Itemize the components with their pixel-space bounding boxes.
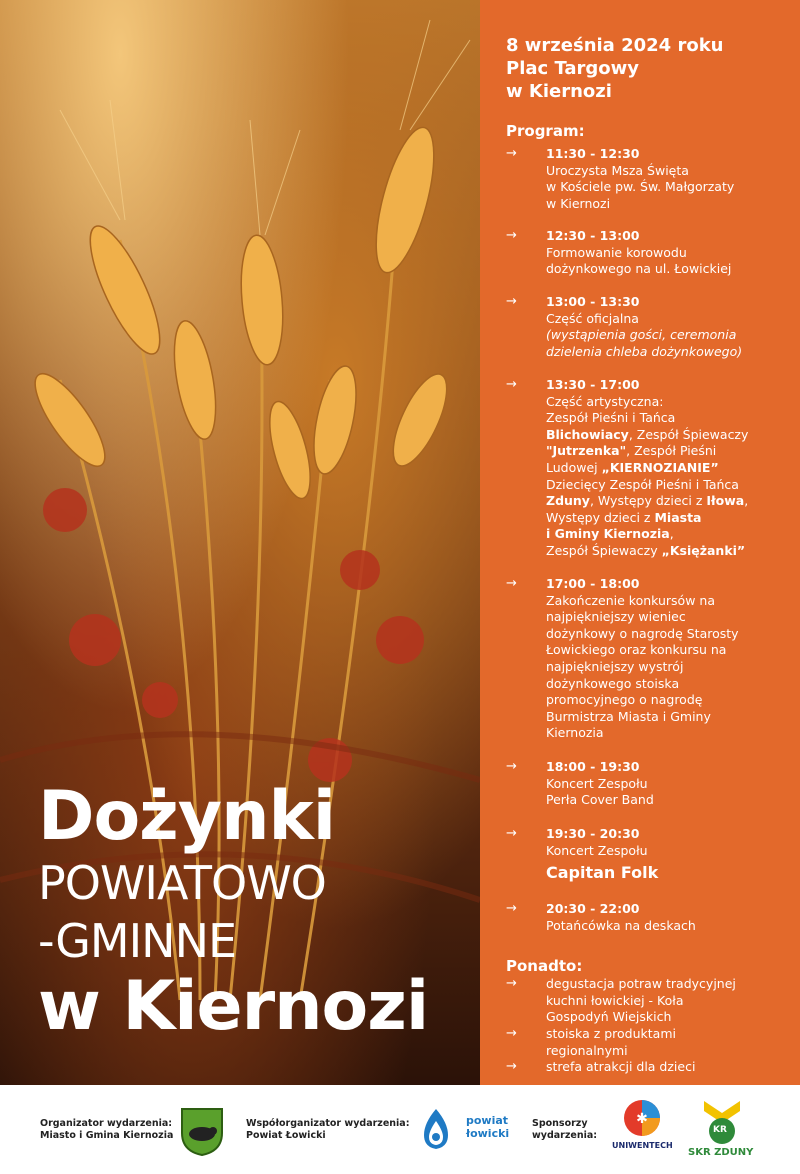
sponsors-label (532, 1118, 597, 1142)
program-item (506, 146, 796, 212)
program-text: Łowickiego oraz konkursu na (546, 642, 727, 658)
kiernozia-coat-of-arms-icon (180, 1107, 224, 1157)
place-name: i Gminy Kiernozia (546, 526, 670, 542)
program-text: Burmistrza Miasta i Gminy (546, 708, 711, 724)
powiat-lowicki-logo-text (466, 1114, 509, 1140)
program-time: 17:00 - 18:00 (546, 576, 640, 591)
arrow-icon: → (506, 294, 517, 309)
arrow-icon: → (506, 146, 517, 161)
place-name: Iłowa (706, 493, 745, 509)
sponsors-label-1: Sponsorzy (532, 1118, 588, 1129)
arrow-icon: → (506, 1059, 517, 1074)
program-item (506, 228, 796, 278)
sponsors-label-2: wydarzenia: (532, 1130, 598, 1141)
program-text: Koncert Zespołu (546, 775, 648, 791)
program-text: Perła Cover Band (546, 792, 654, 808)
event-place-2: w Kiernozi (506, 81, 612, 102)
program-time: 13:00 - 13:30 (546, 294, 640, 309)
program-panel (480, 0, 800, 1085)
program-text: dożynkowego na ul. Łowickiej (546, 261, 732, 277)
co-organizer-label: Współorganizator wydarzenia: (246, 1118, 410, 1129)
powiat-lowicki-logo-icon (416, 1107, 456, 1151)
event-when-where (506, 34, 724, 103)
program-text: , (744, 493, 749, 509)
footer (0, 1085, 800, 1174)
program-time: 18:00 - 19:30 (546, 759, 640, 774)
organizer-label: Organizator wydarzenia: (40, 1118, 173, 1129)
program-heading: Program: (506, 122, 585, 140)
program-text (546, 510, 796, 527)
program-item (506, 759, 796, 809)
program-text: Potańcówka na deskach (546, 917, 696, 933)
program-text: w Kiernozi (546, 195, 611, 211)
skr-zduny-logo-icon (702, 1099, 742, 1145)
program-item (506, 826, 796, 882)
program-text (546, 543, 796, 560)
arrow-icon: → (506, 377, 517, 392)
program-text: Część oficjalna (546, 310, 639, 326)
arrow-icon: → (506, 901, 517, 916)
kr-logo-text: KR (713, 1125, 727, 1135)
program-text: najpiękniejszy wieniec (546, 609, 686, 625)
program-item (506, 576, 796, 742)
program-text (546, 443, 796, 460)
uniwentech-logo-icon (622, 1097, 662, 1139)
program-text: promocyjnego o nagrodę (546, 692, 703, 708)
extra-text: regionalnymi (546, 1042, 628, 1058)
program-text: Zespół Śpiewaczy (546, 542, 662, 558)
extra-text: Gospodyń Wiejskich (546, 1009, 672, 1025)
program-time: 11:30 - 12:30 (546, 146, 640, 161)
program-text: najpiękniejszy wystrój (546, 658, 684, 674)
program-item (506, 377, 796, 560)
program-text: Dziecięcy Zespół Pieśni i Tańca (546, 476, 739, 492)
band-name: Zduny (546, 493, 590, 509)
program-text: dożynkowy o nagrodę Starosty (546, 625, 739, 641)
program-item (506, 294, 796, 360)
extra-item (506, 976, 796, 1026)
extra-text: strefa atrakcji dla dzieci (546, 1059, 696, 1074)
program-text-italic: dzielenia chleba dożynkowego) (546, 343, 743, 359)
program-text: Koncert Zespołu (546, 842, 648, 858)
svg-text:✱: ✱ (636, 1111, 648, 1127)
program-time: 13:30 - 17:00 (546, 377, 640, 392)
place-name: Miasta (654, 509, 702, 525)
arrow-icon: → (506, 976, 517, 991)
band-name: „KIERNOZIANIE” (601, 459, 719, 475)
band-name: "Jutrzenka" (546, 443, 627, 459)
powiat-logo-line-1: powiat (466, 1114, 509, 1127)
arrow-icon: → (506, 759, 517, 774)
event-date: 8 września 2024 roku (506, 35, 724, 56)
program-text: w Kościele pw. Św. Małgorzaty (546, 179, 735, 195)
title-line-2: POWIATOWO (38, 856, 326, 910)
band-name: Blichowiacy (546, 426, 629, 442)
skr-zduny-logo-text: SKR ZDUNY (688, 1147, 754, 1158)
program-text: Występy dzieci z (546, 509, 655, 525)
program-text: , Występy dzieci z (589, 493, 707, 509)
program-text: Zakończenie konkursów na (546, 592, 715, 608)
program-text (546, 460, 796, 477)
program-time: 12:30 - 13:00 (546, 228, 640, 243)
program-time: 20:30 - 22:00 (546, 901, 640, 916)
program-text (546, 493, 796, 510)
extra-text: kuchni łowickiej - Koła (546, 992, 684, 1008)
program-text: Część artystyczna: (546, 393, 664, 409)
extra-item (506, 1026, 796, 1059)
program-time: 19:30 - 20:30 (546, 826, 640, 841)
program-text: , Zespół Pieśni (626, 443, 717, 459)
co-organizer-name: Powiat Łowicki (246, 1130, 326, 1141)
co-organizer (246, 1118, 410, 1142)
arrow-icon: → (506, 576, 517, 591)
title-line-4: w Kiernozi (38, 967, 429, 1046)
event-title (38, 777, 429, 1046)
organizer-name: Miasto i Gmina Kiernozia (40, 1130, 174, 1141)
extra-item (506, 1059, 796, 1076)
headliner-name: Capitan Folk (546, 863, 659, 883)
organizer (40, 1118, 173, 1142)
arrow-icon: → (506, 1026, 517, 1041)
program-text: Zespół Pieśni i Tańca (546, 410, 676, 426)
extra-text: stoiska z produktami (546, 1026, 676, 1041)
program-text: , (669, 526, 674, 542)
title-line-1: Dożynki (38, 777, 336, 856)
program-text: Uroczysta Msza Święta (546, 162, 689, 178)
program-text: Ludowej (546, 459, 602, 475)
program-text-italic: (wystąpienia gości, ceremonia (546, 327, 737, 343)
extras-heading: Ponadto: (506, 957, 583, 975)
program-text: Formowanie korowodu (546, 244, 687, 260)
program-text (546, 427, 796, 444)
event-place-1: Plac Targowy (506, 58, 640, 79)
program-text: Kiernozia (546, 725, 604, 741)
band-name: „Księżanki” (661, 542, 746, 558)
arrow-icon: → (506, 826, 517, 841)
arrow-icon: → (506, 228, 517, 243)
uniwentech-logo-text: UNIWENTECH (612, 1141, 673, 1150)
powiat-logo-line-2: łowicki (466, 1127, 510, 1140)
program-item (506, 901, 796, 934)
program-text: dożynkowego stoiska (546, 675, 680, 691)
extra-text: degustacja potraw tradycyjnej (546, 976, 736, 991)
program-text: , Zespół Śpiewaczy (628, 426, 749, 442)
title-line-3: -GMINNE (38, 914, 237, 968)
program-text (546, 526, 796, 543)
